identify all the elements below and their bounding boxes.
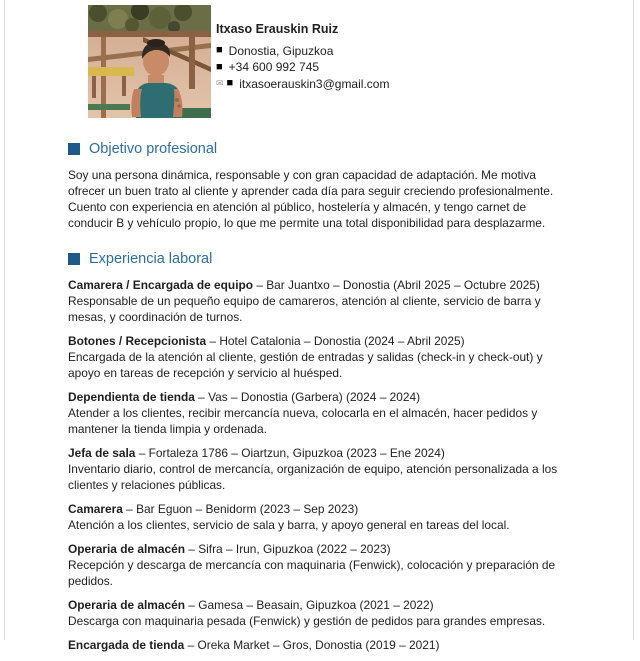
section-square-icon xyxy=(68,253,80,265)
entry-role: Jefa de sala xyxy=(68,446,136,460)
email-envelope-icon: ✉ xyxy=(216,78,224,89)
page-edge-left xyxy=(4,0,5,640)
experience-entry xyxy=(68,597,574,629)
section-title: Experiencia laboral xyxy=(89,251,213,267)
entry-details: – Gamesa – Beasain, Gipuzkoa (2021 – 2022) xyxy=(185,598,434,612)
entry-details: – Hotel Catalonia – Donostia (2024 – Abril 2025) xyxy=(206,334,465,348)
entry-role: Encargada de tienda xyxy=(68,638,185,652)
entry-title xyxy=(68,501,574,517)
entry-title xyxy=(68,277,574,293)
section-heading-experience xyxy=(68,250,574,268)
entry-details: – Oreka Market – Gros, Donostia (2019 – 2021) xyxy=(184,638,440,652)
experience-entry xyxy=(68,333,574,381)
entry-description: Atender a los clientes, recibir mercancía nueva, colocarla en el almacén, hacer pedidos y mantener la tienda limpia y ordenada. xyxy=(68,406,538,436)
objective-paragraph: Soy una persona dinámica, responsable y con gran capacidad de adaptación. Me motiva ofrecer un buen trato al cliente y aprender cada día para seguir creciendo profesionalmente. Cuento con experiencia en atención al público, hostelería y almacén, y tengo carnet de conducir B y vehículo propio, lo que me permite una total disponibilidad para desplazarme. xyxy=(68,168,554,230)
experience-entry xyxy=(68,389,574,437)
contact-email xyxy=(216,76,389,93)
entry-description: Descarga con maquinaria pesada (Fenwick) y gestión de pedidos para grandes empresas. xyxy=(68,614,546,628)
experience-entry xyxy=(68,541,574,589)
contact-phone xyxy=(216,59,389,76)
contact-block xyxy=(216,21,389,92)
entry-title xyxy=(68,333,574,349)
experience-entry xyxy=(68,277,574,325)
section-heading-objective xyxy=(68,140,574,158)
experience-entry xyxy=(68,445,574,493)
experience-entry xyxy=(68,501,574,533)
email-text: itxasoerauskin3@gmail.com xyxy=(239,76,390,91)
document-body xyxy=(68,140,574,661)
phone-text: +34 600 992 745 xyxy=(228,60,320,74)
profile-photo-illustration xyxy=(88,5,211,118)
phone-icon: ■ xyxy=(216,60,223,73)
entry-title xyxy=(68,445,574,461)
entry-description: Atención a los clientes, servicio de sala y barra, y apoyo general en tareas del local. xyxy=(68,518,510,532)
experience-list xyxy=(68,277,574,653)
entry-description: Inventario diario, control de mercancía, organización de equipo, atención personalizada a los clientes y relaciones públicas. xyxy=(68,462,558,492)
entry-role: Botones / Recepcionista xyxy=(68,334,207,348)
entry-role: Operaria de almacén xyxy=(68,598,185,612)
entry-description: Encargada de la atención al cliente, gestión de entradas y salidas (check-in y check-out) y apoyo en tareas de recepción y servicio al huésped. xyxy=(68,350,543,380)
entry-details: – Sifra – Irun, Gipuzkoa (2022 – 2023) xyxy=(185,542,391,556)
entry-details: – Bar Juantxo – Donostia (Abril 2025 – Octubre 2025) xyxy=(253,278,540,292)
email-square-icon: ■ xyxy=(226,77,234,90)
entry-title xyxy=(68,541,574,557)
experience-entry xyxy=(68,637,574,653)
location-icon: ■ xyxy=(216,44,223,57)
entry-title xyxy=(68,389,574,405)
entry-details: – Fortaleza 1786 – Oiartzun, Gipuzkoa (2023 – Ene 2024) xyxy=(135,446,445,460)
entry-role: Operaria de almacén xyxy=(68,542,185,556)
contact-location xyxy=(216,43,389,60)
profile-photo xyxy=(88,5,211,118)
page-edge-right xyxy=(633,0,634,640)
entry-details: – Vas – Donostia (Garbera) (2024 – 2024) xyxy=(194,390,421,404)
entry-description: Responsable de un pequeño equipo de camareros, atención al cliente, servicio de barra y mesas, y coordinación de turnos. xyxy=(68,294,541,324)
entry-title xyxy=(68,637,574,653)
entry-role: Dependienta de tienda xyxy=(68,390,195,404)
person-name: Itxaso Erauskin Ruiz xyxy=(216,22,339,36)
entry-role: Camarera xyxy=(68,502,123,516)
location-text: Donostia, Gipuzkoa xyxy=(228,43,334,58)
section-square-icon xyxy=(68,143,80,155)
entry-details: – Bar Eguon – Benidorm (2023 – Sep 2023) xyxy=(122,502,359,516)
entry-title xyxy=(68,597,574,613)
section-title: Objetivo profesional xyxy=(89,141,218,157)
entry-role: Camarera / Encargada de equipo xyxy=(68,278,254,292)
entry-description: Recepción y descarga de mercancía con maquinaria (Fenwick), colocación y preparación de pedidos. xyxy=(68,558,556,588)
